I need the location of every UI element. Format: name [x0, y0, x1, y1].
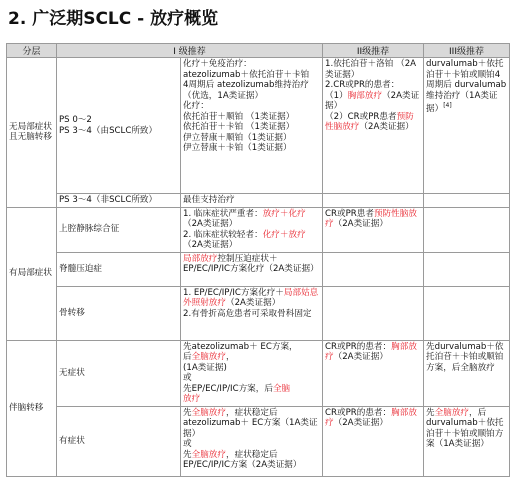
header-grade3: III级推荐	[424, 44, 510, 58]
svc-grade1: 1. 临床症状严重者：放疗＋化疗 （2A类证据） 2. 临床症状较轻者：化疗＋放疗 （2A类证据）	[181, 207, 323, 252]
svc-label: 上腔静脉综合征	[57, 207, 181, 252]
group-label-brain-met: 伴脑转移	[7, 340, 57, 476]
bone-grade1: 1. EP/EC/IP/IC方案化疗＋局部姑息外照射放疗（2A类证据） 2.有骨折高危患者可采取骨科固定	[181, 286, 323, 340]
radiotherapy-table	[6, 43, 510, 477]
spine-grade1: 局部放疗控制压迫症状＋EP/EC/IP/IC方案化疗（2A类证据）	[181, 252, 323, 286]
header-grade2: II级推荐	[323, 44, 424, 58]
header-row	[7, 44, 510, 58]
ps-0-2: PS 0～2	[59, 115, 92, 125]
header-grade1: I 级推荐	[57, 44, 323, 58]
asym-grade3: 先durvalumab＋依托泊苷＋卡铂或顺铂方案，后全脑放疗	[424, 340, 510, 406]
sym-grade3: 先全脑放疗，后durvalumab＋依托泊苷＋卡铂或顺铂方案（1A类证据）	[424, 406, 510, 476]
group-label-no-symptom: 无局部症状且无脑转移	[7, 58, 57, 208]
table-row	[7, 286, 510, 340]
asym-label: 无症状	[57, 340, 181, 406]
bone-label: 骨转移	[57, 286, 181, 340]
supportive-care: 最佳支持治疗	[181, 194, 323, 208]
table-row	[7, 340, 510, 406]
sym-grade2: CR或PR的患者：胸部放疗（2A类证据）	[323, 406, 424, 476]
ps-3-4-sclc: PS 3～4（由SCLC所致）	[59, 125, 158, 136]
sym-label: 有症状	[57, 406, 181, 476]
table-row	[7, 58, 510, 194]
page-title: 2. 广泛期SCLC - 放疗概览	[8, 9, 219, 29]
group-label-local-symptom: 有局部症状	[7, 207, 57, 340]
grade1-rec: 化疗＋免疫治疗： atezolizumab＋依托泊苷＋卡铂 4周期后 atezolizumab维持治疗 （优选，1A类证据） 化疗： 依托泊苷＋顺铂 （1类证据） 依托泊苷＋卡铂 （1类证据） 伊立替康＋顺铂（1类证据） 伊立替康＋卡铂（1类证据）	[181, 58, 323, 194]
grade2-rec: 1.依托泊苷＋洛铂 （2A类证据） 2.CR或PR的患者： （1）胸部放疗（2A类证据） （2）CR或PR患者预防性脑放疗（2A类证据）	[323, 58, 424, 194]
table-row	[7, 406, 510, 476]
table-row	[7, 194, 510, 208]
svc-grade2: CR或PR患者预防性脑放疗（2A类证据）	[323, 207, 424, 252]
asym-grade2: CR或PR的患者：胸部放疗（2A类证据）	[323, 340, 424, 406]
sym-grade1: 先全脑放疗，症状稳定后 atezolizumab＋ EC方案（1A类证据） 或 先全脑放疗，症状稳定后 EP/EC/IP/IC方案（2A类证据）	[181, 406, 323, 476]
ps-3-4-non-sclc: PS 3～4（非SCLC所致）	[57, 194, 181, 208]
table-row	[7, 207, 510, 252]
spine-label: 脊髓压迫症	[57, 252, 181, 286]
grade3-rec: durvalumab＋依托泊苷＋卡铂或顺铂4周期后 durvalumab 维持治疗（1A类证据）[4]	[424, 58, 510, 194]
ps-cell	[57, 58, 181, 194]
asym-grade1: 先atezolizumab＋ EC方案， 后全脑放疗， (1A类证据) 或 先EP/EC/IP/IC方案，后全脑 放疗	[181, 340, 323, 406]
table-row	[7, 252, 510, 286]
header-stratify: 分层	[7, 44, 57, 58]
